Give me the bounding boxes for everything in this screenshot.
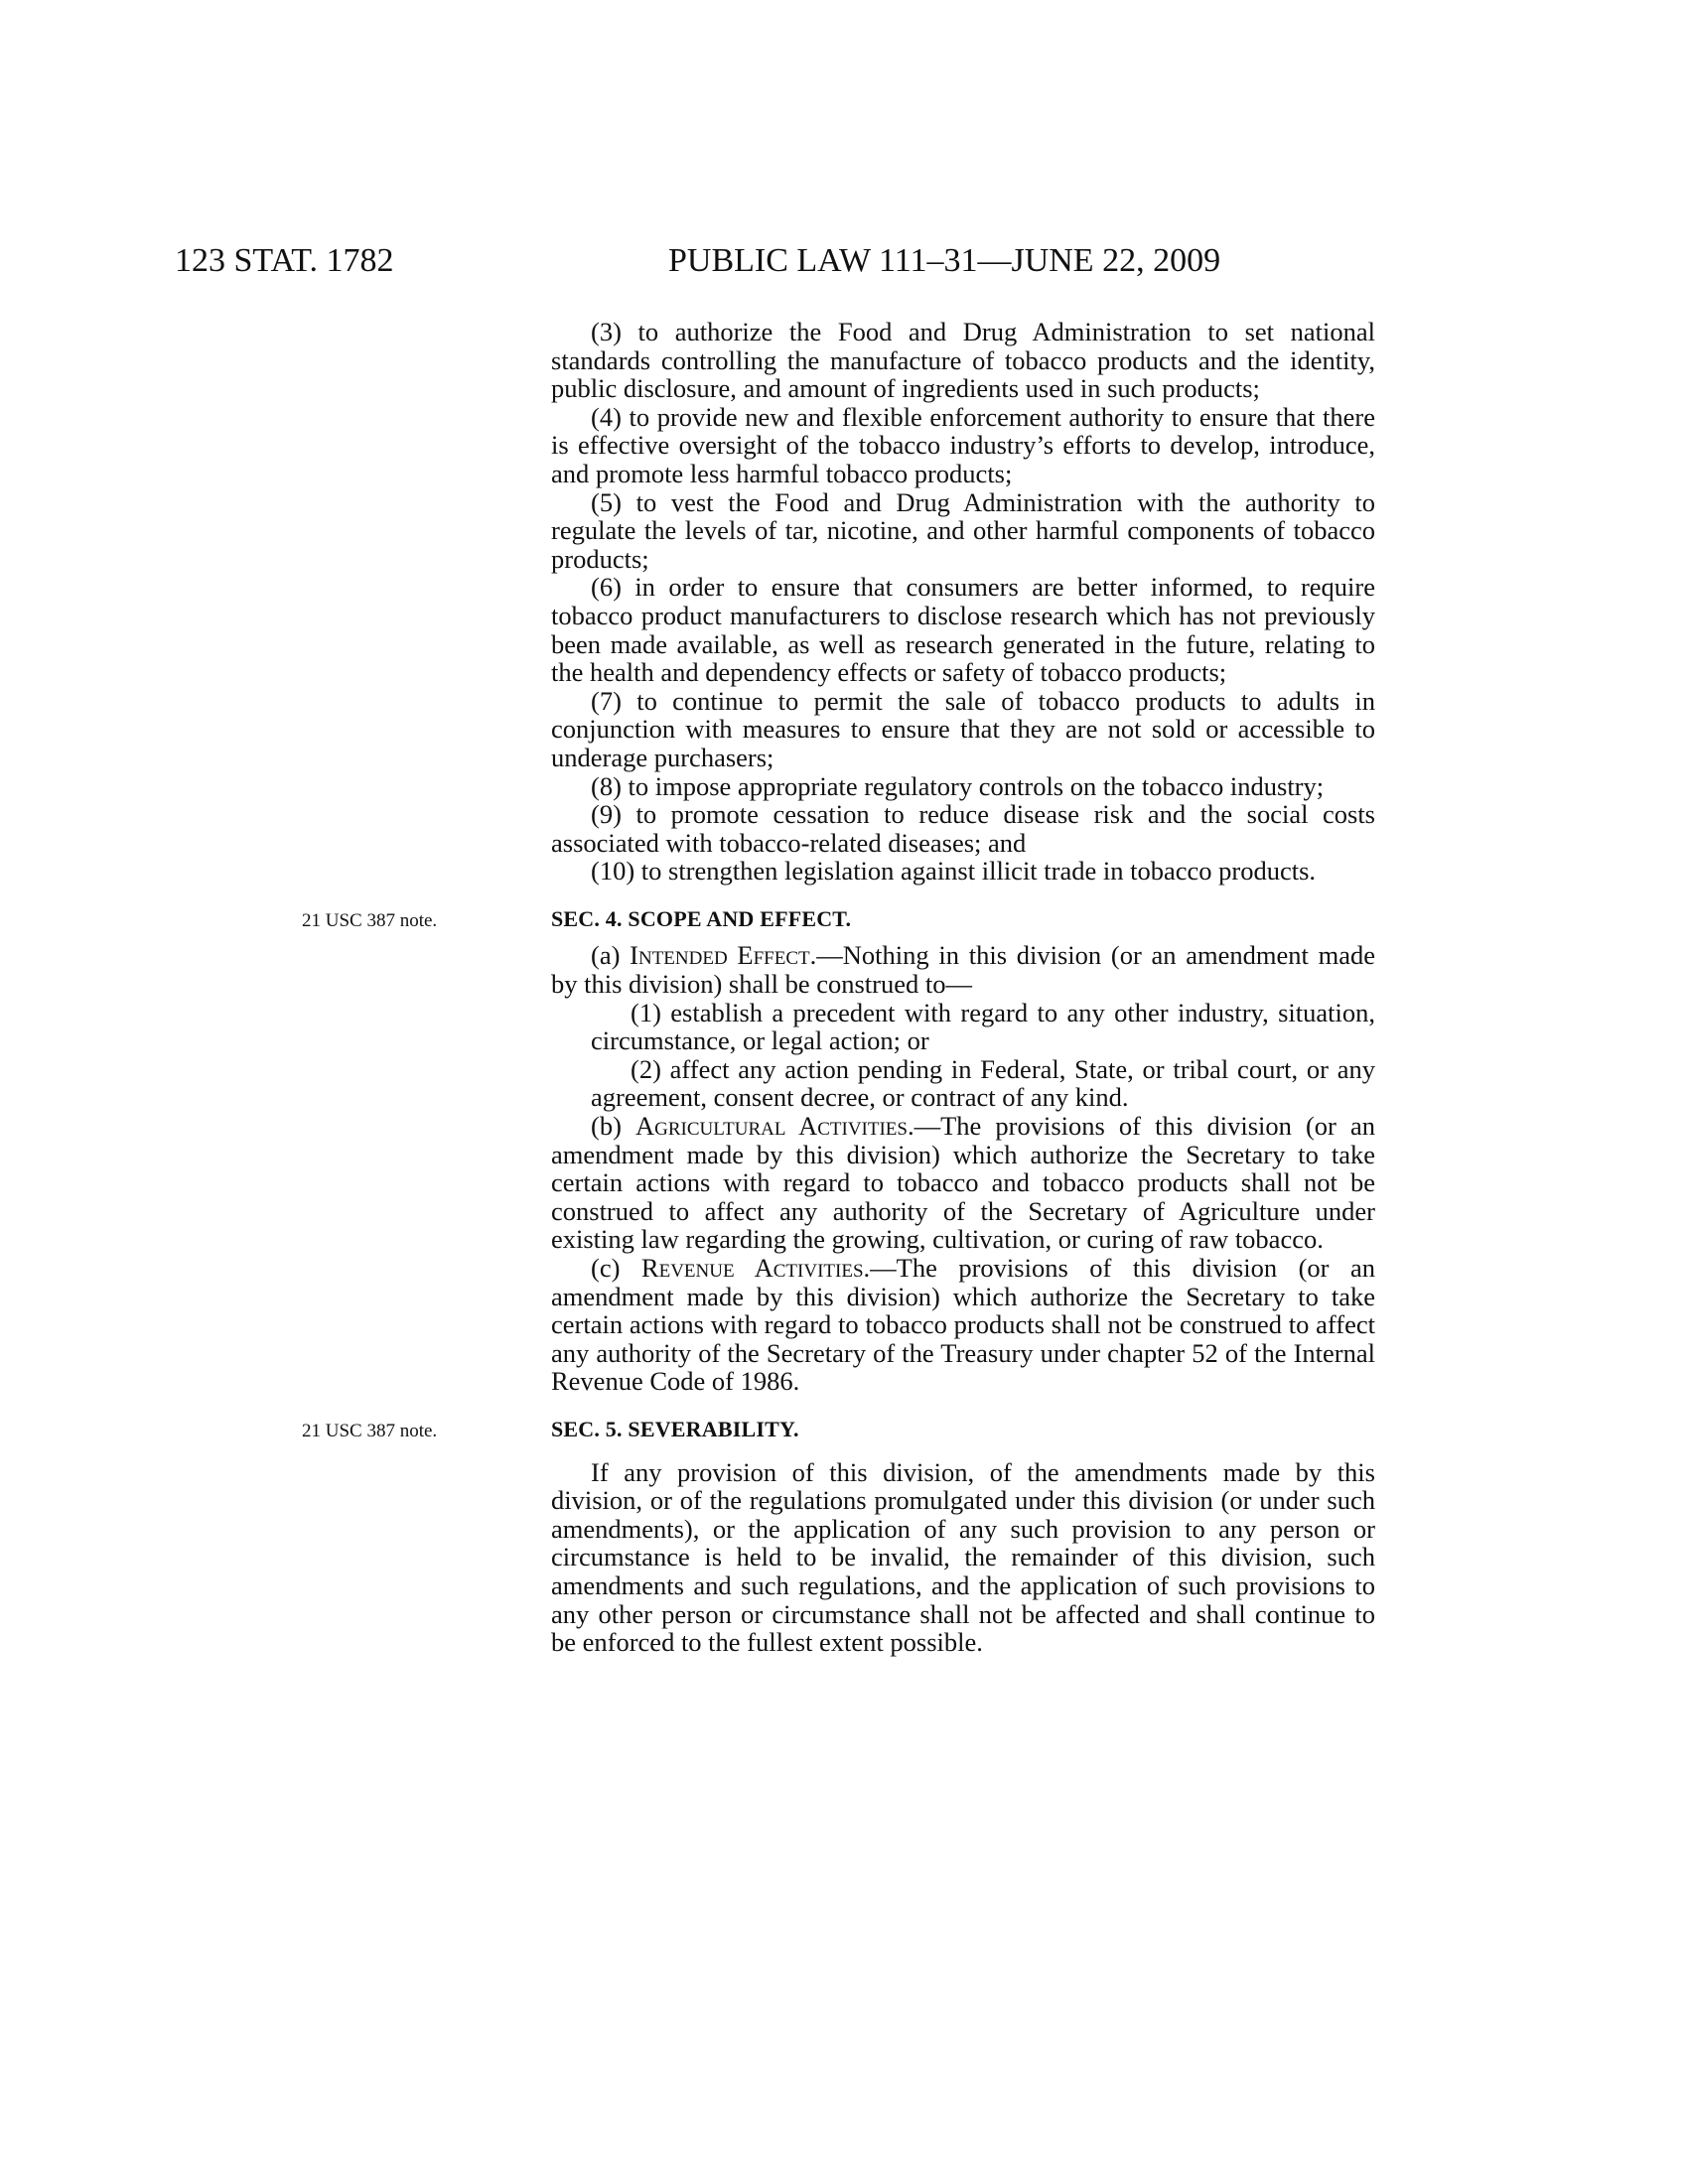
purpose-item-5: (5) to vest the Food and Drug Administration with the authority to regulate the levels of tar, nicotine, and other harmful components of tobacco products; — [551, 486, 1375, 574]
subsection-c-prefix: (c) — [591, 1253, 641, 1283]
purpose-item-3: (3) to authorize the Food and Drug Administration to set national standards controlling the manufacture of tobacco products and the identity, public disclosure, and amount of ingredients used in such products; — [551, 317, 1375, 404]
purpose-item-9: (9) to promote cessation to reduce disease risk and the social costs associated with tobacco-related diseases; and — [551, 799, 1375, 858]
subsection-b — [551, 1112, 1375, 1254]
subsection-b-text: .—The provisions of this division (or an amendment made by this division) which authorize the Secretary to take certain actions with regard to tobacco and tobacco products shall not be construed to affect any authority of the Secretary of Agriculture under existing law regarding the growing, cultivation, or curing of raw tobacco. — [551, 1111, 1375, 1255]
subsection-a-prefix: (a) — [591, 940, 631, 971]
page-header — [0, 242, 1688, 292]
severability-text: If any provision of this division, of the amendments made by this division, or of the regulations promulgated under this division (or under such amendments), or the application of any such provision to any person or circumstance is held to be invalid, the remainder of this division, such amendments and such regulations, and the application of such provisions to any other person or circumstance shall not be affected and shall continue to be enforced to the fullest extent possible. — [551, 1456, 1375, 1658]
section-5-heading — [302, 1416, 1375, 1444]
section-4-margin-note: 21 USC 387 note. — [302, 909, 438, 931]
purpose-item-8: (8) to impose appropriate regulatory controls on the tobacco industry; — [591, 770, 1325, 801]
document-body — [302, 317, 1376, 1658]
purpose-item-4: (4) to provide new and flexible enforcement authority to ensure that there is effective oversight of the tobacco industry’s efforts to develop, introduce, and promote less harmful tobacco products; — [551, 401, 1375, 488]
subsection-c-text: .—The provisions of this division (or an amendment made by this division) which authorize the Secretary to take certain actions with regard to tobacco products shall not be construed to affect any authority of the Secretary of the Treasury under chapter 52 of the Internal Revenue Code of 1986. — [551, 1253, 1375, 1397]
section-5-margin-note: 21 USC 387 note. — [302, 1420, 438, 1441]
subsection-b-prefix: (b) — [591, 1111, 635, 1142]
subsection-c — [551, 1254, 1375, 1396]
subsection-b-title: Agricultural Activities — [635, 1111, 908, 1142]
subsection-c-title: Revenue Activities — [640, 1253, 864, 1283]
purpose-item-6: (6) in order to ensure that consumers are better informed, to require tobacco product manufacturers to disclose research which has not previously been made available, as well as research generated in the future, relating to the health and dependency effects or safety of tobacco products; — [551, 572, 1375, 688]
subsection-a-title: Intended Effect — [630, 940, 810, 971]
public-law-title: PUBLIC LAW 111–31—JUNE 22, 2009 — [668, 242, 1221, 279]
subsection-a-text: .—Nothing in this division (or an amendment made by this division) shall be construed to— — [551, 940, 1376, 1000]
section-4-heading — [302, 905, 1375, 934]
section-5-title: SEC. 5. SEVERABILITY. — [551, 1416, 799, 1441]
purpose-item-10: (10) to strengthen legislation against illicit trade in tobacco products. — [591, 856, 1317, 887]
subsection-a-paragraph-1: (1) establish a precedent with regard to any other industry, situation, circumstance, or legal action; or — [591, 997, 1375, 1056]
statute-page-number: 123 STAT. 1782 — [175, 242, 394, 279]
section-4-title: SEC. 4. SCOPE AND EFFECT. — [551, 905, 852, 931]
purpose-item-7: (7) to continue to permit the sale of tobacco products to adults in conjunction with measures to ensure that they are not sold or accessible to underage purchasers; — [551, 685, 1375, 772]
subsection-a-paragraph-2: (2) affect any action pending in Federal, State, or tribal court, or any agreement, consent decree, or contract of any kind. — [591, 1053, 1375, 1113]
subsection-a — [551, 941, 1375, 998]
